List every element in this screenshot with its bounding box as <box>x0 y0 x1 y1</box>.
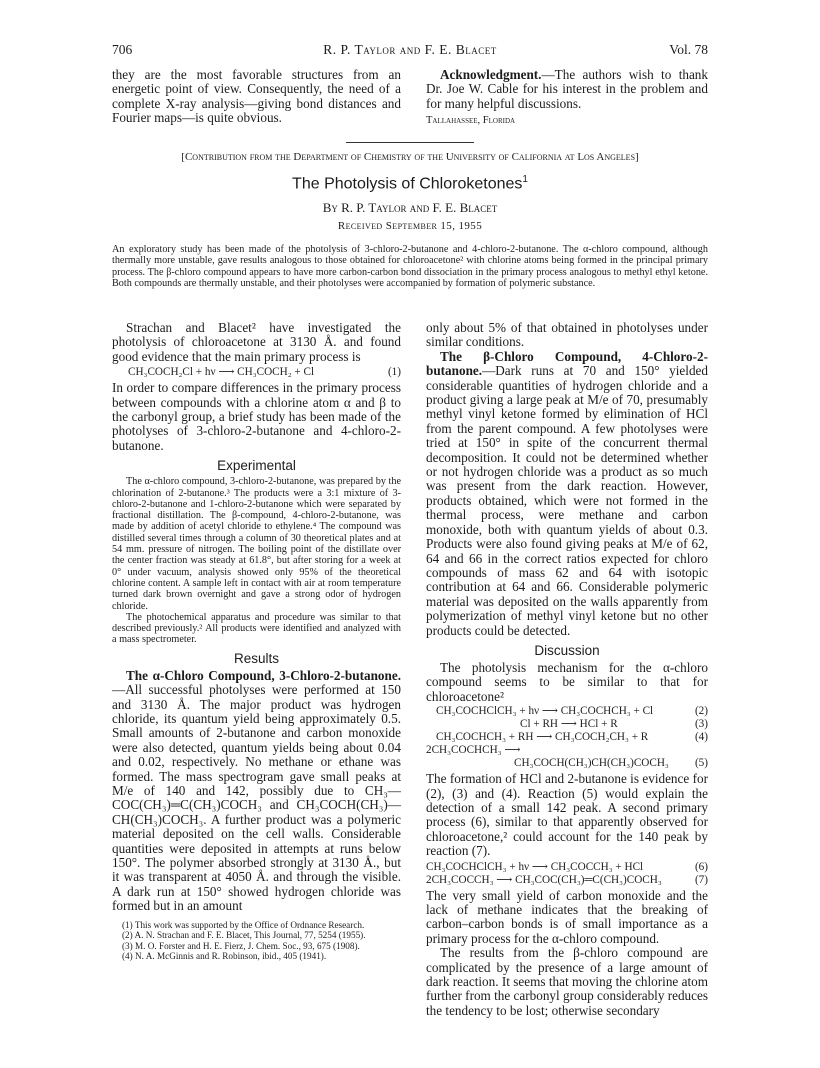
article-title <box>112 174 708 193</box>
prev-article-left <box>112 68 401 126</box>
beta-subheading: The β-Chloro Compound, 4-Chloro-2-butanone. <box>426 348 708 379</box>
results-subheading: The α-Chloro Compound, 3-Chloro-2-butanone. <box>126 667 401 683</box>
prev-article-location: Tallahassee, Florida <box>426 115 516 127</box>
discussion-heading: Discussion <box>534 642 600 658</box>
left-column <box>112 321 401 962</box>
contribution-line <box>112 151 708 163</box>
divider-rule <box>346 142 474 143</box>
equation-2-text: CH₃COCHClCH₃ + hν ⟶ CH₃COCHCH₃ + Cl <box>436 705 654 718</box>
equations-6-7 <box>426 861 708 887</box>
equation-7-number: (7) <box>694 873 708 886</box>
page-number: 706 <box>112 42 133 57</box>
right-column <box>426 321 708 1018</box>
equation-5 <box>426 757 708 770</box>
abstract-text: An exploratory study has been made of the photolysis of 3-chloro-2-butanone and 4-chloro-2-butanone. The α-chloro compound, although thermally more unstable, gave results analogous to those obtained for chloroacetone² with chlorine atoms being formed in the principal primary process. The β-chloro compound appears to have more carbon-carbon bond dissociation in the primary process analogous to methyl ethyl ketone. Both compounds are thermally unstable, and their photolyses were accompanied by formation of polymeric substance. <box>112 244 708 289</box>
results-heading: Results <box>233 650 279 666</box>
intro-paragraph: Strachan and Blacet² have investigated the photolysis of chloroacetone at 3130 Å. and found good evidence that the main primary process is <box>112 320 401 364</box>
equation-5-text: CH₃COCH(CH₃)CH(CH₃)COCH₃ <box>514 757 669 770</box>
discussion-paragraph-2: The formation of HCl and 2-butanone is evidence for (2), (3) and (4). Reaction (5) would explain the detection of a small 142 peak. A second primary process (6), similar to that apparently observed for chloroacetone,² could account for the 140 peak by reaction (7). <box>426 771 708 859</box>
equation-6-number: (6) <box>694 860 708 873</box>
experimental-paragraph-2: The photochemical apparatus and procedure was similar to that described previously.² All products were identified and analyzed with a mass spectrometer. <box>112 611 401 646</box>
results-continued: only about 5% of that obtained in photolyses under similar conditions. <box>426 320 708 350</box>
contribution-text: [Contribution from the Department of Chemistry of the University of California at Los Angeles] <box>181 151 639 163</box>
ack-heading: Acknowledgment. <box>440 67 542 82</box>
prev-article-right <box>426 68 708 129</box>
beta-text: —Dark runs at 70 and 150° yielded considerable quantities of hydrogen chloride and a product giving a large peak at M/e of 70, presumably methyl vinyl ketone formed by elimination of HCl from the parent compound. A few photolyses were tried at 150° in spite of the concurrent thermal decomposition. It could not be determined whether or not hydrogen chloride was a product as so much was present from the dark reaction. However, products obtained, which were not formed in the thermal process, were methane and carbon monoxide, both with quantum yields of about 0.3. Products were also found giving peaks at M/e of 62, 64 and 66 in the correct ratios expected for chloro compounds of mass 62 and 64 with isotopic contribution at 64 and 66. Considerable polymeric material was deposited on the walls apparently from polymerization of methyl vinyl ketone but no other products could be detected. <box>426 363 708 638</box>
equation-1-number: (1) <box>387 366 401 379</box>
equation-3 <box>426 718 708 731</box>
footnote-4: (4) N. A. McGinnis and R. Robinson, ibid., 405 (1941). <box>122 951 327 962</box>
equation-5-lhs: 2CH₃COCHCH₃ ⟶ <box>426 744 521 757</box>
footnote-1: (1) This work was supported by the Office of Ordnance Research. <box>122 919 365 930</box>
byline: By R. P. Taylor and F. E. Blacet <box>322 200 498 215</box>
abstract <box>112 244 708 289</box>
prev-article-text: they are the most favorable structures from an energetic point of view. Consequently, the need of a complete X-ray analysis—giving bond distances and Fourier maps—is quite obvious. <box>112 67 401 126</box>
equation-7-text: 2CH₃COCCH₃ ⟶ CH₃COC(CH₃)═C(CH₃)COCH₃ <box>426 873 662 886</box>
equation-6-text: CH₃COCHClCH₃ + hν ⟶ CH₃COCCH₃ + HCl <box>426 860 644 873</box>
ack-text: —The authors wish to thank Dr. Joe W. Cable for his interest in the problem and for many helpful discussions. <box>426 67 708 111</box>
equation-4-number: (4) <box>694 731 708 744</box>
equation-2 <box>426 705 708 718</box>
equation-1 <box>112 366 401 379</box>
footnotes <box>112 920 401 962</box>
title-footnote-mark: 1 <box>522 174 528 185</box>
experimental-heading: Experimental <box>217 458 296 474</box>
discussion-paragraph-3: The very small yield of carbon monoxide and the lack of methane indicates that the breaking of carbon–carbon bonds is of small importance as a primary process for the α-chloro compound. <box>426 887 708 946</box>
equation-3-number: (3) <box>694 718 708 731</box>
footnote-2: (2) A. N. Strachan and F. E. Blacet, This Journal, 77, 5254 (1955). <box>122 930 366 941</box>
footnote-3: (3) M. O. Forster and H. E. Fierz, J. Chem. Soc., 93, 675 (1908). <box>122 940 360 951</box>
discussion-paragraph-1: The photolysis mechanism for the α-chloro compound seems to be similar to that for chloroacetone² <box>426 659 708 704</box>
equation-3-text: Cl + RH ⟶ HCl + R <box>520 718 618 731</box>
equation-1-text: CH₃COCH₂Cl + hν ⟶ CH₃COCH₂ + Cl <box>128 366 315 379</box>
equation-7 <box>426 874 708 887</box>
equation-4 <box>426 731 708 744</box>
volume-label: Vol. 78 <box>669 42 708 57</box>
intro-paragraph-2: In order to compare differences in the primary process between compounds with a chlorine atom α and β to the carbonyl group, a brief study has been made of the photolyses of 3-chloro-2-butanone and 4-chloro-2-butanone. <box>112 380 401 453</box>
equation-5-number: (5) <box>694 757 708 770</box>
equation-6 <box>426 861 708 874</box>
running-authors: R. P. Taylor and F. E. Blacet <box>323 42 497 57</box>
article-title-text: The Photolysis of Chloroketones <box>292 175 523 193</box>
discussion-paragraph-4: The results from the β-chloro compound are complicated by the presence of a large amount of dark reaction. It seems that moving the chlorine atom further from the carbonyl group considerably reduces the tendency to be lost; otherwise secondary <box>426 945 708 1018</box>
running-header <box>112 42 708 62</box>
equation-2-number: (2) <box>694 705 708 718</box>
received-date: Received September 15, 1955 <box>337 220 483 232</box>
equations-2-5 <box>426 705 708 770</box>
equation-4-text: CH₃COCHCH₃ + RH ⟶ CH₃COCH₂CH₃ + R <box>436 731 649 744</box>
experimental-paragraph-1: The α-chloro compound, 3-chloro-2-butanone, was prepared by the chlorination of 2-butanone.³ The products were a 3:1 mixture of 3-chloro-2-butanone and 1-chloro-2-butanone which were separated by fractional distillation. The β-compound, 4-chloro-2-butanone, was made by addition of acetyl chloride to ethylene.⁴ The compound was distilled several times through a column of 30 theoretical plates and at 54 mm. pressure of nitrogen. The boiling point of the distillate over the center fraction was steady at 61.8°, but after storing for a week at 0° under vacuum, analysis showed only 95% of the theoretical chlorine content. A sample left in contact with air at room temperature turned dark brown overnight and gave a strong odor of hydrogen chloride. <box>112 476 401 612</box>
results-text: —All successful photolyses were performed at 150 and 3130 Å. The major product was hydrogen chloride, its quantum yield being approximately 0.5. Small amounts of 2-butanone and carbon monoxide were also detected, quantum yields being about 0.04 and 0.02, respectively. No methane or ethane was formed. The mass spectrogram gave small peaks at M/e of 140 and 142, possibly due to CH₃—COC(CH₃)═C(CH₃)COCH₃ and CH₃COCH(CH₃)—CH(CH₃)COCH₃. A further product was a polymeric material deposited on the cell walls. Considerable quantities were deposited in attempts at runs below 150°. The polymer absorbed strongly at 3130 Å., but it was transparent at 4050 Å. and through the visible. A dark run at 150° showed hydrogen chloride was formed but in an amount <box>112 682 401 914</box>
